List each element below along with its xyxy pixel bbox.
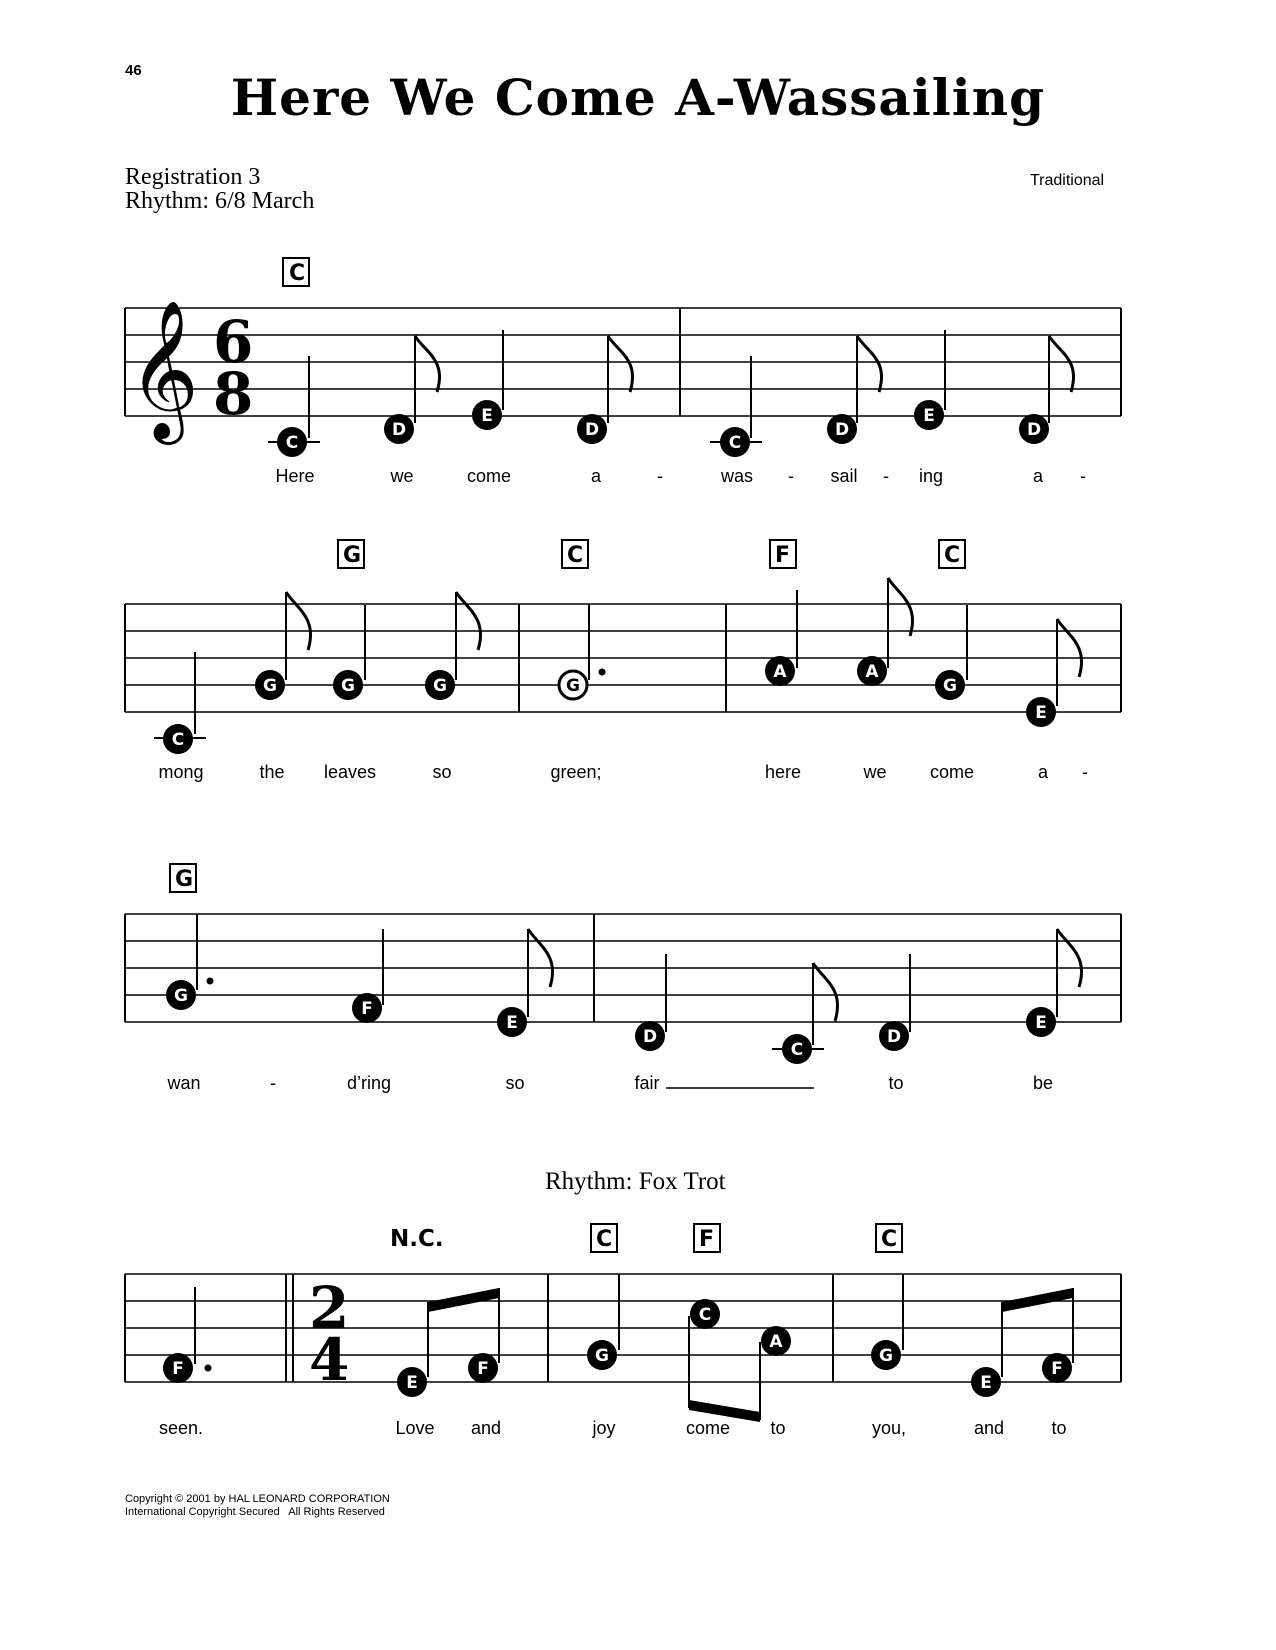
svg-text:D: D [886, 1027, 902, 1047]
svg-text:C: C [596, 1227, 613, 1252]
svg-text:E: E [481, 406, 493, 426]
note-head-a [761, 1326, 791, 1356]
svg-text:-: - [270, 1073, 276, 1093]
svg-text:seen.: seen. [158, 1418, 204, 1438]
svg-text:A: A [865, 662, 879, 682]
composer: Traditional [1030, 172, 1105, 189]
svg-text:Love: Love [395, 1418, 435, 1438]
note-head-g-dotted [166, 978, 214, 1011]
page-number: 46 [125, 62, 142, 79]
svg-text:to: to [770, 1418, 786, 1438]
svg-text:F: F [1051, 1359, 1063, 1379]
staff-system-3 [0, 855, 1276, 1105]
registration: Registration 3 [125, 164, 261, 190]
note-head-e [497, 1007, 527, 1037]
svg-text:wan: wan [167, 1073, 201, 1093]
svg-text:F: F [477, 1359, 489, 1379]
time-signature-bottom: 4 [309, 1326, 350, 1394]
svg-text:-: - [1082, 762, 1088, 782]
svg-text:C: C [944, 543, 961, 568]
treble-clef-icon: 𝄞 [128, 300, 199, 439]
svg-text:be: be [1032, 1073, 1054, 1093]
note-head-e [1026, 1007, 1056, 1037]
svg-text:F: F [172, 1359, 184, 1379]
lyrics [166, 1073, 1053, 1093]
svg-text:A: A [773, 662, 787, 682]
staff-system-2 [0, 530, 1276, 790]
chord-symbol [338, 540, 364, 568]
svg-text:come: come [929, 762, 975, 782]
svg-text:G: G [943, 676, 957, 696]
note-head-g [333, 670, 363, 700]
svg-text:G: G [343, 543, 362, 568]
svg-text:D: D [642, 1027, 658, 1047]
svg-text:E: E [980, 1373, 992, 1393]
svg-text:F: F [361, 999, 373, 1019]
svg-text:the: the [259, 762, 285, 782]
svg-text:E: E [923, 406, 935, 426]
note-head-e [472, 400, 502, 430]
svg-text:G: G [175, 867, 194, 892]
svg-text:and: and [470, 1418, 502, 1438]
svg-text:A: A [769, 1332, 783, 1352]
svg-text:and: and [973, 1418, 1005, 1438]
time-signature-top: 2 [309, 1274, 350, 1342]
svg-text:to: to [1051, 1418, 1067, 1438]
svg-text:G: G [174, 986, 188, 1006]
svg-text:F: F [775, 543, 791, 568]
svg-text:E: E [1035, 703, 1047, 723]
svg-text:-: - [1080, 466, 1086, 486]
rhythm-change-marking: Rhythm: Fox Trot [545, 1168, 726, 1195]
svg-text:G: G [433, 676, 447, 696]
no-chord-symbol: N.C. [390, 1226, 444, 1252]
svg-text:d’ring: d’ring [346, 1073, 392, 1093]
svg-text:G: G [595, 1346, 609, 1366]
svg-text:fair: fair [634, 1073, 660, 1093]
rhythm: Rhythm: 6/8 March [125, 188, 315, 214]
svg-text:we: we [863, 762, 887, 782]
beam [428, 1288, 499, 1312]
chord-symbol [694, 1224, 720, 1252]
svg-text:mong: mong [158, 762, 204, 782]
svg-text:C: C [728, 433, 742, 453]
note-head-g [255, 670, 285, 700]
chord-symbol [562, 540, 588, 568]
svg-text:green;: green; [550, 762, 602, 782]
chord-symbol [170, 864, 196, 892]
svg-text:was: was [720, 466, 754, 486]
svg-text:leaves: leaves [323, 762, 377, 782]
lyrics [159, 1418, 1067, 1438]
chord-symbol [939, 540, 965, 568]
svg-text:C: C [881, 1227, 898, 1252]
chord-symbol [876, 1224, 902, 1252]
note-head-g-dotted-half [559, 669, 606, 700]
note-head-c [782, 1034, 812, 1064]
svg-text:C: C [171, 730, 185, 750]
svg-text:so: so [432, 762, 452, 782]
chord-symbol [283, 258, 309, 286]
staff-system-4 [0, 1215, 1276, 1455]
note-head-f-dotted [163, 1353, 212, 1383]
note-head-e [397, 1367, 427, 1397]
note-head-g [871, 1340, 901, 1370]
note-head-e [1026, 697, 1056, 727]
svg-text:sail: sail [830, 466, 858, 486]
staff-lines [125, 308, 1121, 416]
note-head-a [765, 656, 795, 686]
note-head-d [384, 414, 414, 444]
chord-symbol [770, 540, 796, 568]
svg-text:C: C [790, 1040, 804, 1060]
note-head-f [1042, 1353, 1072, 1383]
svg-text:G: G [879, 1346, 893, 1366]
svg-text:E: E [406, 1373, 418, 1393]
copyright-line-1: Copyright © 2001 by HAL LEONARD CORPORATION [125, 1493, 390, 1505]
note-head-c [163, 724, 193, 754]
note-heads [166, 978, 1056, 1065]
staff-lines [125, 1274, 1121, 1382]
note-head-d [577, 414, 607, 444]
staff-system-1 [0, 250, 1276, 500]
svg-text:a: a [590, 466, 602, 486]
time-signature-top: 6 [213, 308, 254, 376]
svg-text:you,: you, [871, 1418, 907, 1438]
svg-text:D: D [584, 420, 600, 440]
copyright-notice [125, 1493, 390, 1519]
note-head-c [690, 1299, 720, 1329]
svg-text:come: come [466, 466, 512, 486]
svg-text:to: to [888, 1073, 904, 1093]
note-head-d [1019, 414, 1049, 444]
note-head-g [587, 1340, 617, 1370]
staff-lines [125, 914, 1121, 1022]
note-head-g [935, 670, 965, 700]
lyrics [275, 466, 1086, 486]
note-head-f [352, 993, 382, 1023]
svg-text:E: E [1035, 1013, 1047, 1033]
svg-text:a: a [1032, 466, 1044, 486]
svg-text:C: C [698, 1305, 712, 1325]
svg-text:F: F [699, 1227, 715, 1252]
beam [1002, 1288, 1073, 1312]
svg-text:come: come [685, 1418, 731, 1438]
note-head-e [914, 400, 944, 430]
note-head-d [635, 1021, 665, 1051]
svg-text:-: - [657, 466, 663, 486]
note-head-e [971, 1367, 1001, 1397]
note-head-c [720, 427, 750, 457]
svg-text:G: G [263, 676, 277, 696]
svg-text:joy: joy [592, 1418, 616, 1438]
svg-text:a: a [1037, 762, 1049, 782]
svg-text:ing: ing [918, 466, 944, 486]
svg-text:-: - [788, 466, 794, 486]
lyrics [158, 762, 1088, 782]
svg-text:Here: Here [275, 466, 315, 486]
note-head-f [468, 1353, 498, 1383]
svg-text:C: C [285, 433, 299, 453]
copyright-line-2: International Copyright Secured All Rights Reserved [125, 1506, 385, 1518]
song-title: Here We Come A-Wassailing [230, 68, 1046, 127]
svg-text:here: here [764, 762, 802, 782]
note-heads [163, 656, 1056, 754]
svg-text:G: G [566, 676, 580, 696]
note-head-g [425, 670, 455, 700]
note-head-a [857, 656, 887, 686]
svg-text:C: C [567, 543, 584, 568]
time-signature-bottom: 8 [213, 360, 254, 428]
svg-text:-: - [883, 466, 889, 486]
chord-symbol [591, 1224, 617, 1252]
svg-text:D: D [1026, 420, 1042, 440]
svg-text:so: so [505, 1073, 525, 1093]
note-head-d [827, 414, 857, 444]
svg-text:G: G [341, 676, 355, 696]
note-heads [277, 400, 1049, 457]
svg-text:D: D [834, 420, 850, 440]
svg-text:D: D [391, 420, 407, 440]
note-head-d [879, 1021, 909, 1051]
note-head-c [277, 427, 307, 457]
svg-text:E: E [506, 1013, 518, 1033]
svg-text:C: C [289, 261, 306, 286]
svg-text:we: we [390, 466, 414, 486]
